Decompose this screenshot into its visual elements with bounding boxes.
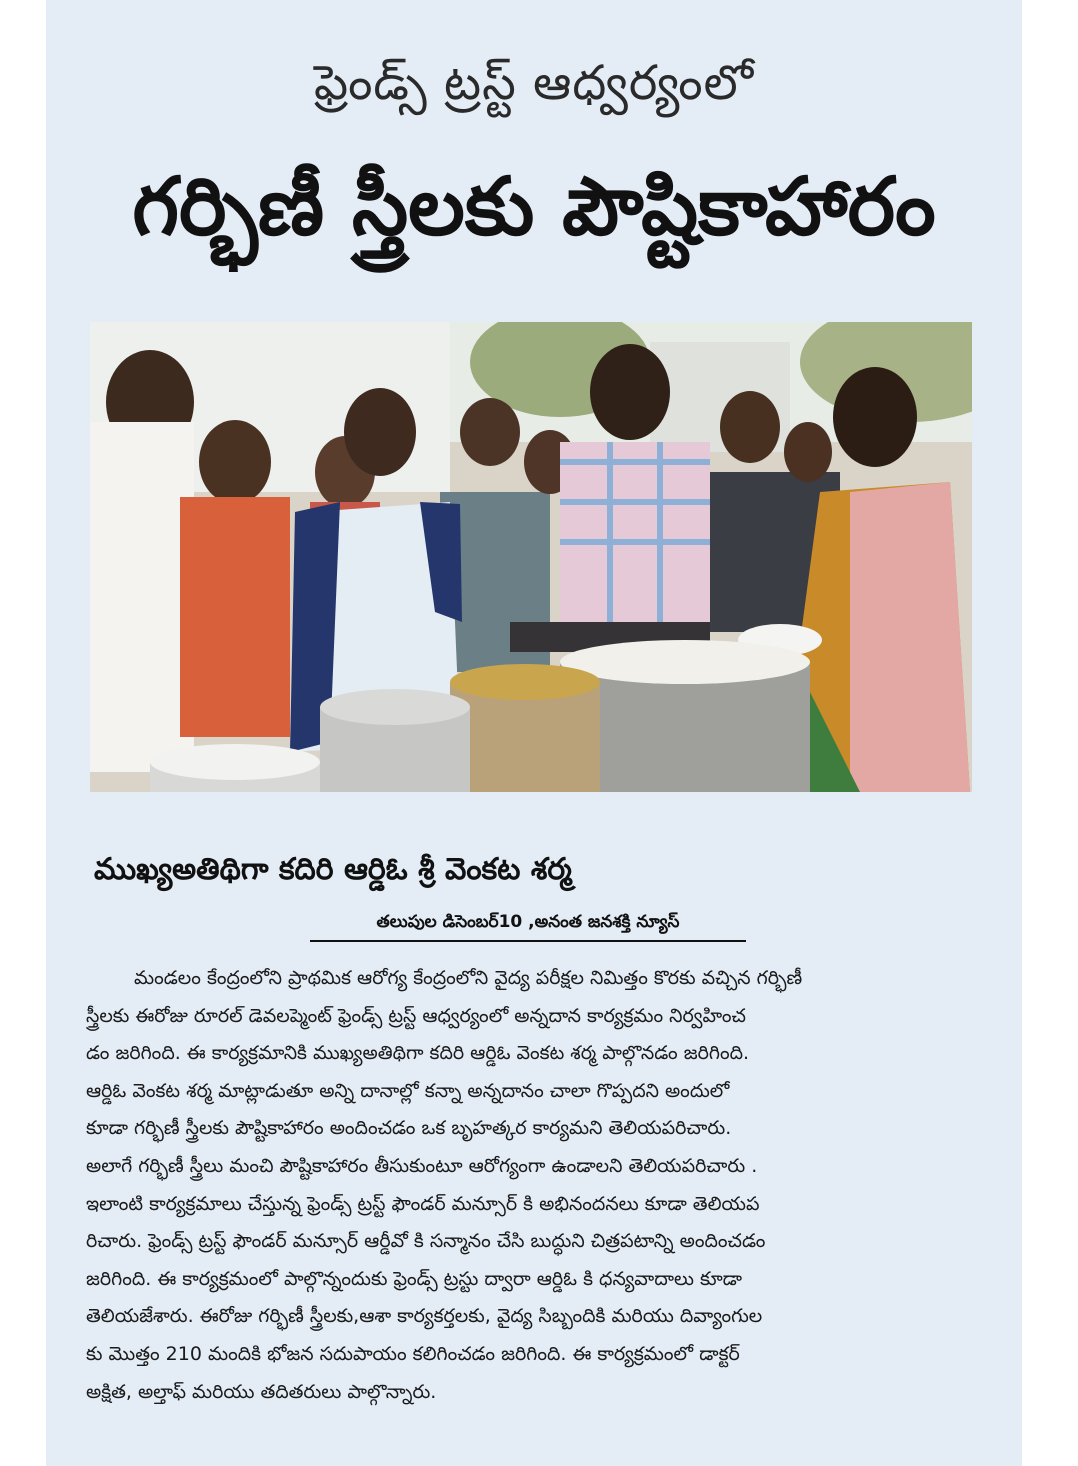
body-line: రిచారు. ఫ్రెండ్స్ ట్రస్ట్ ఫౌండర్ మన్సూర్ ఆర్డీవో కి సన్మానం చేసి బుద్ధుని చిత్రపటాన్ని అందించడం [86,1230,766,1253]
body-line: తెలియజేశారు. ఈరోజు గర్భిణీ స్త్రీలకు,ఆశా కార్యకర్తలకు, వైద్య సిబ్బందికి మరియు దివ్యాంగుల [86,1305,763,1328]
news-photo [90,322,972,792]
body-line: అలాగే గర్భిణీ స్త్రీలు మంచి పౌష్టికాహారం తీసుకుంటూ ఆరోగ్యంగా ఉండాలని తెలియపరిచారు . [86,1154,758,1177]
body-line: అక్షిత, అల్తాఫ్ మరియు తదితరులు పాల్గొన్నారు. [86,1380,437,1403]
headline: గర్భిణీ స్త్రీలకు పౌష్టికాహారం [132,160,936,253]
newspaper-clipping [46,0,1022,1466]
body-line: ఆర్డిఓ వెంకట శర్మ మాట్లాడుతూ అన్ని దానాల్లో కన్నా అన్నదానం చాలా గొప్పదని అందులో [86,1079,730,1102]
body-line: డం జరిగింది. ఈ కార్యక్రమానికి ముఖ్యఅతిథిగా కదిరి ఆర్డిఓ వెంకట శర్మ పాల్గొనడం జరిగింది. [86,1042,750,1065]
subheadline: ముఖ్యఅతిథిగా కదిరి ఆర్డిఓ శ్రీ వెంకట శర్మ [94,852,572,887]
body-line: కు మొత్తం 210 మందికి భోజన సదుపాయం కలిగించడం జరిగింది. ఈ కార్యక్రమంలో డాక్టర్ [86,1342,740,1365]
body-line: జరిగింది. ఈ కార్యక్రమంలో పాల్గొన్నందుకు ఫ్రెండ్స్ ట్రస్టు ద్వారా ఆర్డిఓ కి ధన్యవాదాలు కూడా [86,1267,743,1290]
body-line: స్త్రీలకు ఈరోజు రూరల్ డెవలప్మెంట్ ఫ్రెండ్స్ ట్రస్ట్ ఆధ్వర్యంలో అన్నదాన కార్యక్రమం నిర్వహించ [86,1004,746,1027]
article-body [86,960,980,1411]
dateline: తలుపుల డిసెంబర్10 ,అనంత జనశక్తి న్యూస్ [310,904,746,942]
kicker: ఫ్రెండ్స్ ట్రస్ట్ ఆధ్వర్యంలో [313,55,755,111]
body-line: మండలం కేంద్రంలోని ప్రాథమిక ఆరోగ్య కేంద్రంలోని వైద్య పరీక్షల నిమిత్తం కొరకు వచ్చిన గర్భిణీ [134,967,803,989]
body-line: కూడా గర్భిణీ స్త్రీలకు పౌష్టికాహారం అందించడం ఒక బృహత్కర కార్యమని తెలియపరిచారు. [86,1117,732,1140]
body-line: ఇలాంటి కార్యక్రమాలు చేస్తున్న ఫ్రెండ్స్ ట్రస్ట్ ఫౌండర్ మన్సూర్ కి అభినందనలు కూడా తెలియప [86,1192,760,1215]
